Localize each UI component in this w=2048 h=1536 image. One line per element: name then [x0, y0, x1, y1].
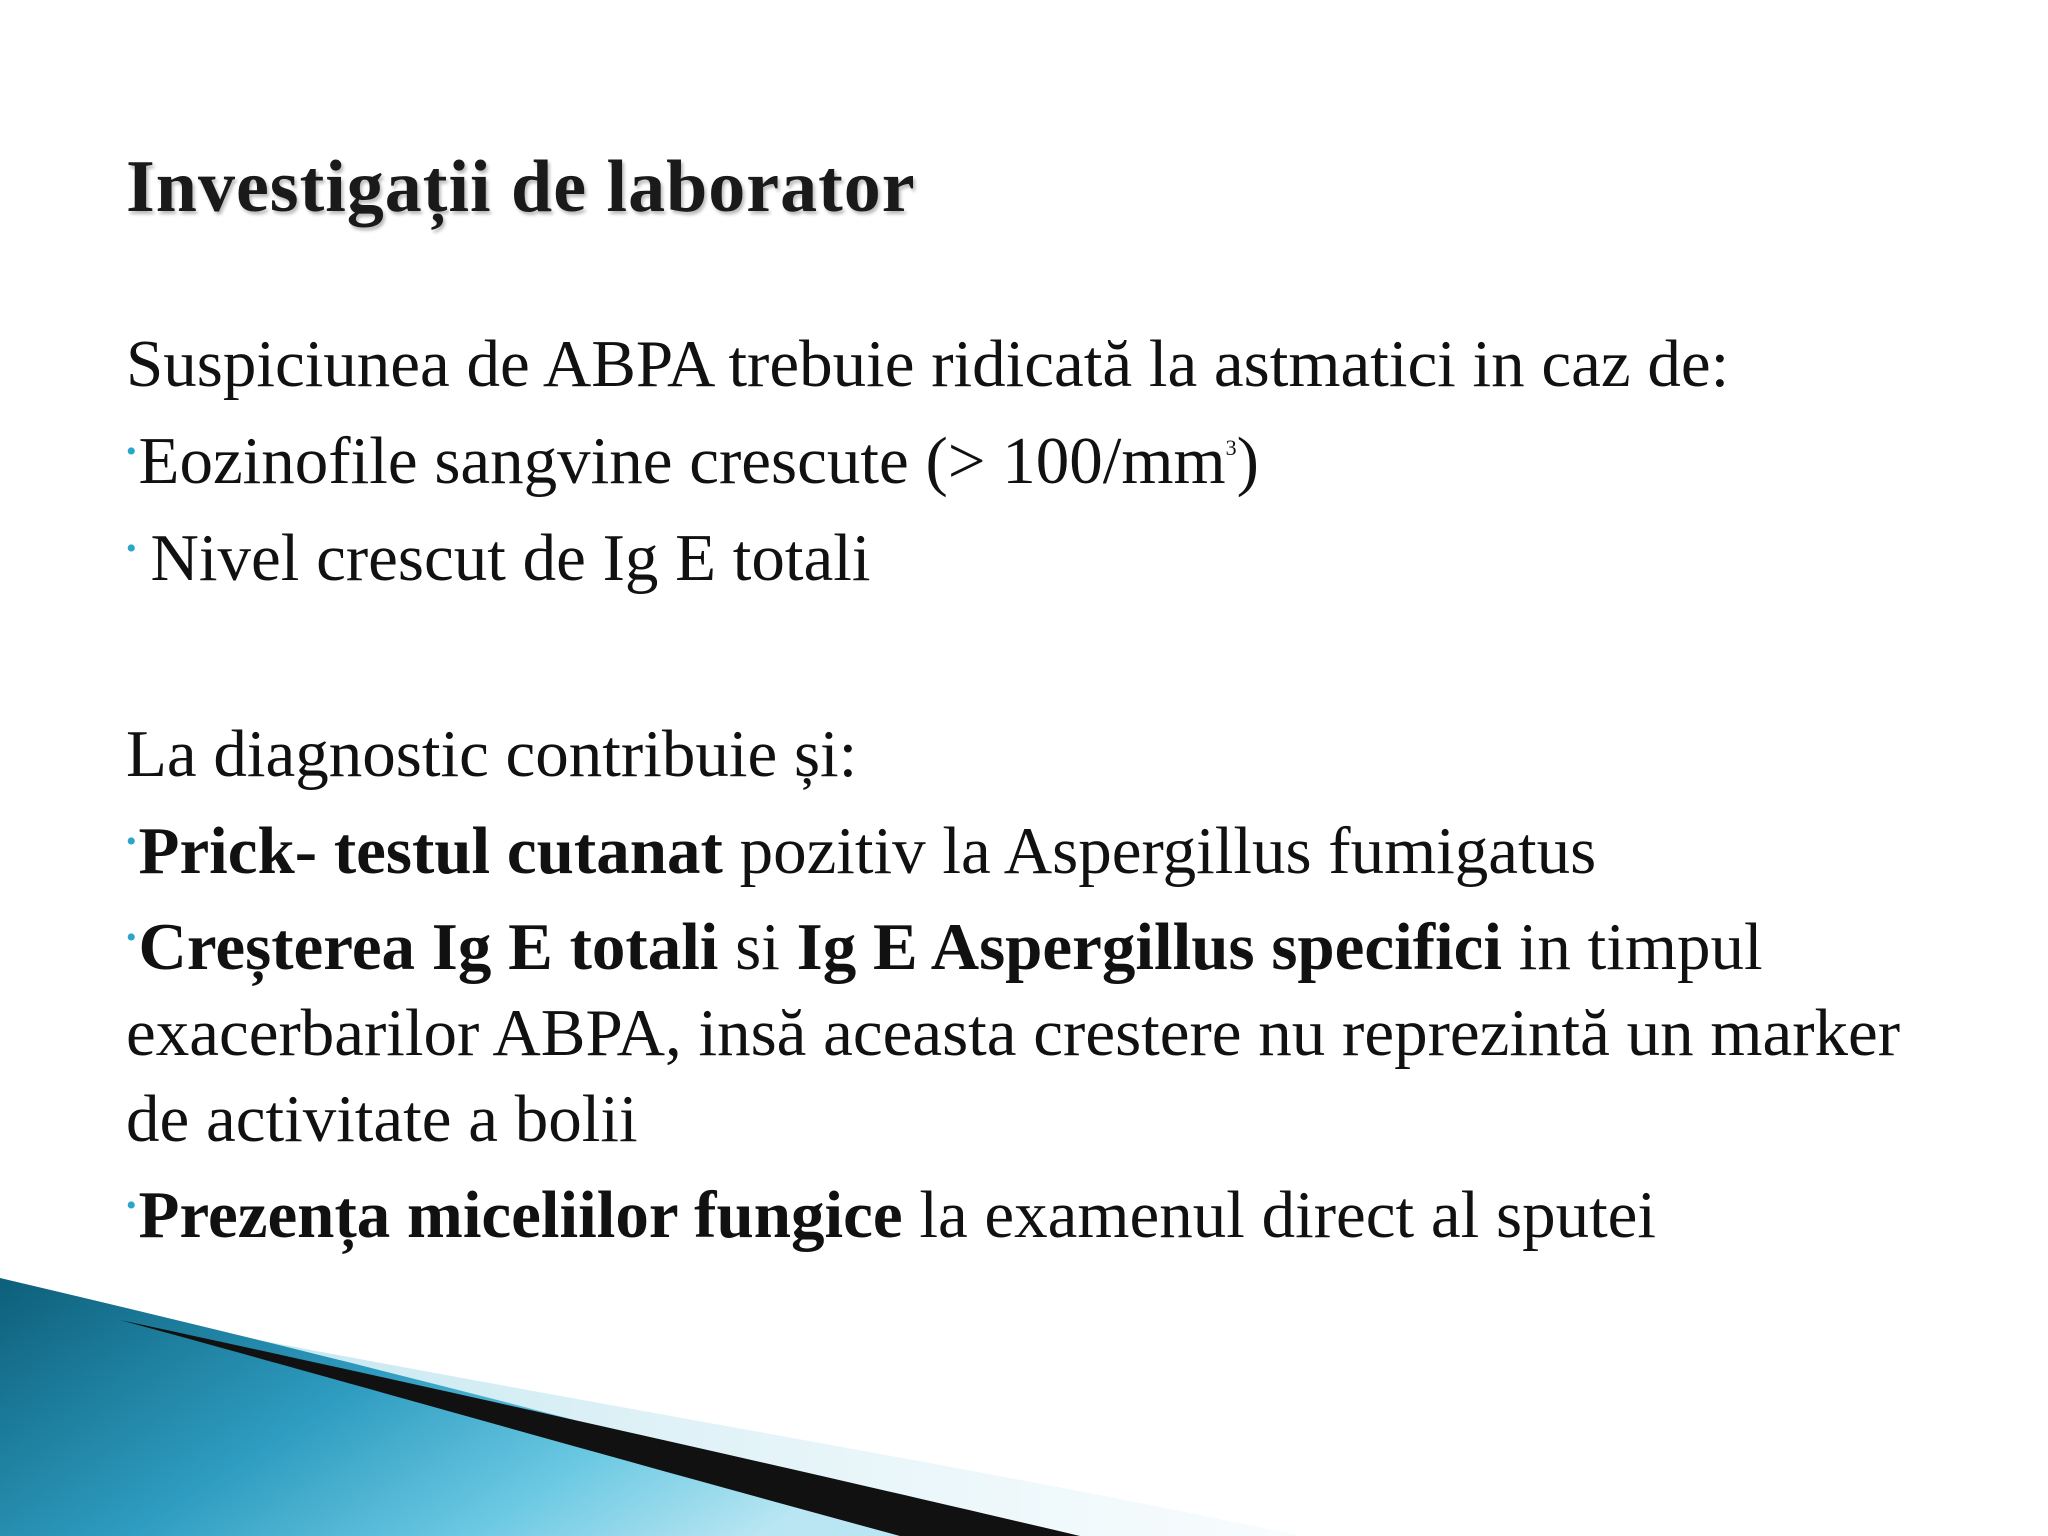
- ige-level-text: Nivel crescut de Ig E totali: [150, 521, 871, 595]
- list-item-eosinophils: [126, 408, 1946, 505]
- eosinophils-text: Eozinofile sangvine crescute (> 100/mm: [138, 424, 1226, 498]
- intro2-paragraph: La diagnostic contribuie și:: [126, 717, 858, 791]
- eosinophils-close-paren: ): [1236, 424, 1259, 498]
- ige-increase-rest: in timpul exacerbarilor ABPA, insă aceasta crestere nu reprezintă un marker de activitate a bolii: [126, 910, 1901, 1156]
- paragraph-gap: [126, 602, 1946, 710]
- superscript-cubed: 3: [1225, 435, 1237, 460]
- list-item-ige-increase: [126, 895, 1946, 1162]
- bullet-dot: •: [126, 532, 137, 565]
- bullet-dot: •: [126, 825, 137, 858]
- fungal-mycelia-bold: Prezența miceliilor fungice: [138, 1178, 903, 1252]
- ige-increase-bold: Creșterea Ig E totali: [138, 910, 719, 984]
- bullet-dot: •: [126, 921, 137, 954]
- list-item-prick-test: [126, 798, 1946, 895]
- bullet-dot: •: [126, 435, 137, 468]
- list-item-ige-level: [126, 505, 1946, 602]
- fungal-mycelia-rest: la examenul direct al sputei: [902, 1178, 1657, 1252]
- slide-body: [126, 320, 1946, 1259]
- list-item-fungal-mycelia: [126, 1162, 1946, 1259]
- prick-test-bold: Prick- testul cutanat: [138, 814, 723, 888]
- bullet-dot: •: [126, 1189, 137, 1222]
- slide-title: Investigații de laborator: [126, 146, 916, 228]
- intro-paragraph: Suspiciunea de ABPA trebuie ridicată la astmatici in caz de:: [126, 327, 1730, 401]
- prick-test-rest: pozitiv la Aspergillus fumigatus: [722, 814, 1597, 888]
- bottom-wave-decoration: [0, 1270, 2048, 1536]
- ige-aspergillus-bold: Ig E Aspergillus specifici: [796, 910, 1503, 984]
- ige-increase-mid: si: [718, 910, 797, 984]
